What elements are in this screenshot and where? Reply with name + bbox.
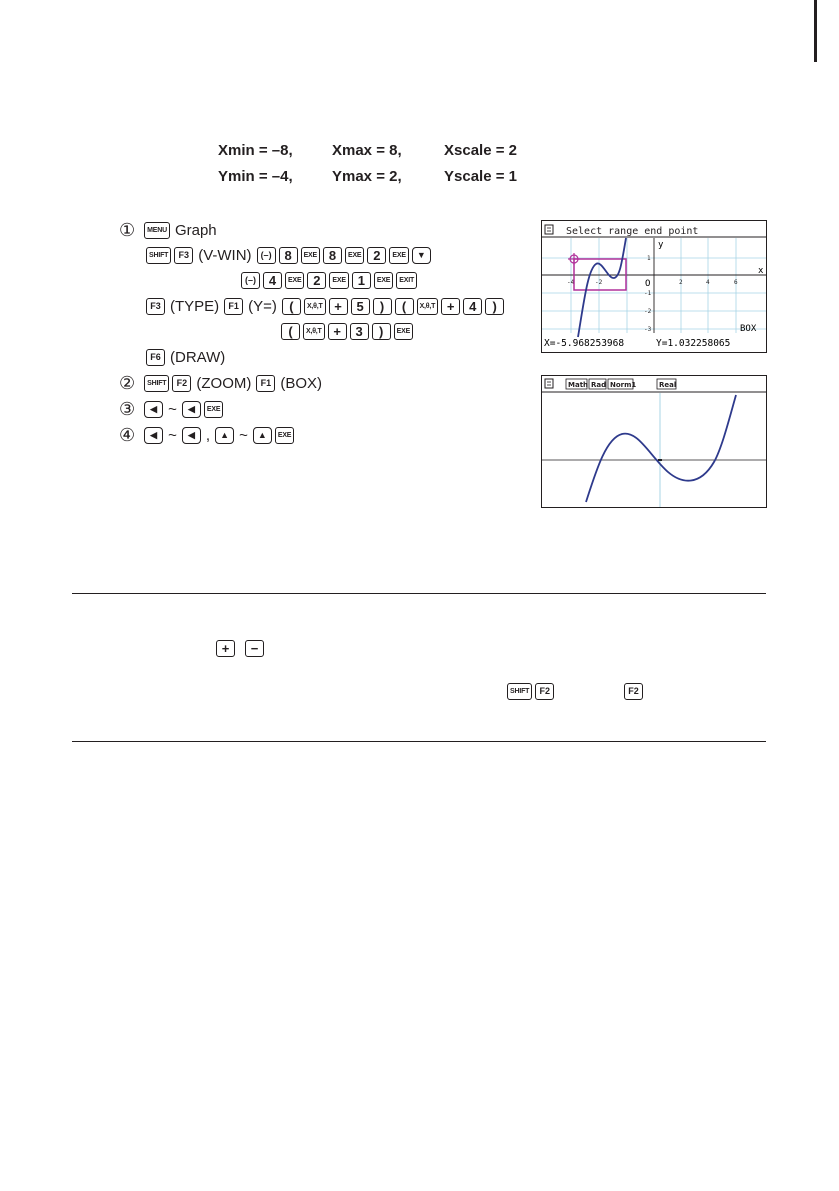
digit-3-key[interactable]: 3 (350, 323, 369, 340)
exe-key[interactable]: EXE (389, 247, 408, 264)
exe-key[interactable]: EXE (285, 272, 304, 289)
f1-key[interactable]: F1 (224, 298, 243, 315)
note-keys-line (216, 638, 264, 658)
function-curve (586, 395, 736, 502)
vwin-key-line (146, 245, 431, 265)
right-paren-key[interactable]: ) (372, 323, 391, 340)
plus-key[interactable]: + (441, 298, 460, 315)
f1-key[interactable]: F1 (256, 375, 275, 392)
crosshair-cursor-icon (568, 253, 580, 265)
cursor-left-key[interactable]: ◀ (144, 401, 163, 418)
minus-key[interactable]: − (245, 640, 264, 657)
step-2-line (119, 373, 324, 393)
f3-key[interactable]: F3 (174, 247, 193, 264)
x-tick: -4 (567, 279, 575, 286)
left-paren-key[interactable]: ( (282, 298, 301, 315)
status-rad: Rad (591, 381, 607, 389)
y-tick: -1 (644, 290, 652, 297)
param-yscale: Yscale = 1 (444, 168, 517, 185)
box-label: (BOX) (280, 374, 323, 392)
param-xmax: Xmax = 8, (332, 142, 402, 159)
exe-key[interactable]: EXE (275, 427, 294, 444)
step-3-line (119, 399, 223, 419)
screen-title: Select range end point (566, 226, 699, 237)
cursor-down-key[interactable]: ▼ (412, 247, 431, 264)
exe-key[interactable]: EXE (204, 401, 223, 418)
zoom-label: (ZOOM) (196, 374, 252, 392)
left-paren-key[interactable]: ( (281, 323, 300, 340)
step-number: ④ (119, 424, 136, 445)
step-number: ① (119, 219, 136, 240)
param-ymax: Ymax = 2, (332, 168, 402, 185)
divider-bottom (72, 741, 766, 742)
type-key-line (146, 296, 504, 316)
shift-key[interactable]: SHIFT (146, 247, 171, 264)
xthetat-key[interactable]: X,θ,T (417, 298, 439, 315)
box-mode-label: BOX (740, 324, 757, 334)
digit-1-key[interactable]: 1 (352, 272, 371, 289)
step-4-line (119, 425, 294, 445)
note-f2-key (624, 681, 643, 701)
function-continuation-line (281, 321, 413, 341)
exit-key[interactable]: EXIT (396, 272, 417, 289)
x-tick: 6 (734, 279, 738, 286)
step-number: ② (119, 372, 136, 393)
f2-key[interactable]: F2 (535, 683, 554, 700)
digit-2-key[interactable]: 2 (307, 272, 326, 289)
calculator-screen-zoomed (541, 375, 767, 508)
file-icon (545, 379, 553, 388)
y-axis-label: y (658, 240, 664, 250)
step-number: ③ (119, 398, 136, 419)
exe-key[interactable]: EXE (345, 247, 364, 264)
digit-8-key[interactable]: 8 (279, 247, 298, 264)
negative-key[interactable]: (–) (241, 272, 260, 289)
digit-2-key[interactable]: 2 (367, 247, 386, 264)
plus-key[interactable]: + (328, 323, 347, 340)
shift-key[interactable]: SHIFT (144, 375, 169, 392)
xthetat-key[interactable]: X,θ,T (304, 298, 326, 315)
left-paren-key[interactable]: ( (395, 298, 414, 315)
status-norm: Norm1 (610, 381, 637, 389)
y-tick: -2 (644, 308, 652, 315)
right-paren-key[interactable]: ) (485, 298, 504, 315)
tilde: ~ (168, 400, 177, 418)
calculator-screen-box-select (541, 220, 767, 353)
f2-key[interactable]: F2 (624, 683, 643, 700)
comma: , (205, 426, 211, 444)
status-real: Real (659, 381, 677, 389)
digit-4-key[interactable]: 4 (463, 298, 482, 315)
exe-key[interactable]: EXE (301, 247, 320, 264)
step-label: Graph (174, 221, 217, 239)
param-xmin: Xmin = –8, (218, 142, 293, 159)
graph-screen-2 (542, 376, 766, 507)
divider-top (72, 593, 766, 594)
x-coordinate-readout: X=-5.968253968 (544, 338, 625, 349)
param-ymin: Ymin = –4, (218, 168, 293, 185)
y-coordinate-readout: Y=1.032258065 (656, 338, 731, 349)
tilde: ~ (168, 426, 177, 444)
status-math: Math (568, 381, 589, 389)
negative-key[interactable]: (–) (257, 247, 276, 264)
vwin-label: (V-WIN) (198, 246, 252, 264)
plus-key[interactable]: + (329, 298, 348, 315)
param-xscale: Xscale = 2 (444, 142, 517, 159)
plus-key[interactable]: + (216, 640, 235, 657)
exe-key[interactable]: EXE (394, 323, 413, 340)
step-1-line (119, 220, 219, 240)
origin-label: O (645, 279, 651, 289)
f3-key[interactable]: F3 (146, 298, 165, 315)
cursor-left-key[interactable]: ◀ (182, 427, 201, 444)
tilde: ~ (239, 426, 248, 444)
note-shift-f2-keys (507, 681, 554, 701)
y-tick: 1 (647, 255, 651, 262)
cursor-up-key[interactable]: ▲ (253, 427, 272, 444)
x-tick: -2 (595, 279, 603, 286)
exe-key[interactable]: EXE (329, 272, 348, 289)
xthetat-key[interactable]: X,θ,T (303, 323, 325, 340)
f6-key[interactable]: F6 (146, 349, 165, 366)
file-icon (545, 225, 553, 234)
graph-screen-1 (542, 221, 766, 352)
cursor-left-key[interactable]: ◀ (144, 427, 163, 444)
x-tick: 2 (679, 279, 683, 286)
x-axis-label: x (758, 266, 764, 276)
draw-key-line (146, 347, 227, 367)
ymin-key-line (241, 270, 417, 290)
cursor-left-key[interactable]: ◀ (182, 401, 201, 418)
right-paren-key[interactable]: ) (373, 298, 392, 315)
digit-4-key[interactable]: 4 (263, 272, 282, 289)
x-tick: 4 (706, 279, 710, 286)
digit-5-key[interactable]: 5 (351, 298, 370, 315)
yeq-label: (Y=) (248, 297, 277, 315)
menu-key[interactable]: MENU (144, 222, 170, 239)
shift-key[interactable]: SHIFT (507, 683, 532, 700)
type-label: (TYPE) (170, 297, 220, 315)
digit-8-key[interactable]: 8 (323, 247, 342, 264)
exe-key[interactable]: EXE (374, 272, 393, 289)
cursor-up-key[interactable]: ▲ (215, 427, 234, 444)
draw-label: (DRAW) (170, 348, 226, 366)
f2-key[interactable]: F2 (172, 375, 191, 392)
y-tick: -3 (644, 326, 652, 333)
function-curve (578, 238, 626, 337)
page-edge-bar (814, 0, 817, 62)
